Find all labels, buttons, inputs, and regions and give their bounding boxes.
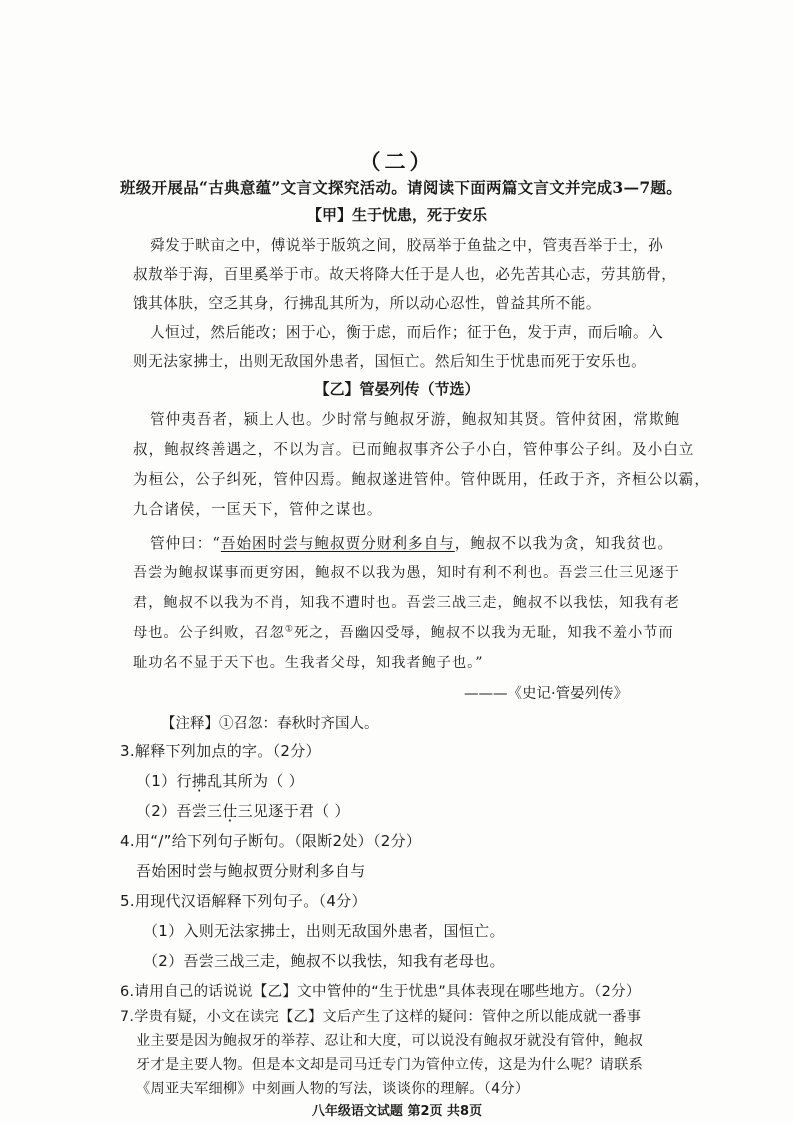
dotted-char: 拂 bbox=[191, 772, 208, 790]
question-4: 4.用“/”给下列句子断句。（限断2处）（2分） bbox=[120, 832, 422, 850]
yi-line-part: 死之，吾幽囚受辱，鲍叔不以我为无耻，知我不羞小节而 bbox=[293, 625, 674, 641]
question-3-item-1 bbox=[136, 770, 304, 791]
question-7-line: 业主要是因为鲍叔牙的举荐、忍让和大度，可以说没有鲍叔牙就没有管仲，鲍叔 bbox=[136, 1033, 644, 1049]
passage-yi-title: 【乙】管晏列传（节选） bbox=[314, 380, 480, 398]
q3-2-suffix: 三见逐于君（ ） bbox=[237, 802, 350, 820]
yi-line: 为桓公，公子纠死，管仲囚焉。鲍叔遂进管仲。管仲既用，任政于齐，齐桓公以霸， bbox=[133, 471, 710, 488]
dotted-char: 仕 bbox=[222, 802, 238, 820]
q3-2-prefix: （2）吾尝三 bbox=[136, 802, 223, 820]
question-4-sentence: 吾始困时尝与鲍叔贾分财利多自与 bbox=[136, 862, 366, 880]
source-citation: ———《史记·管晏列传》 bbox=[464, 686, 629, 702]
jia-line: 叔敖举于海，百里奚举于市。故天将降大任于是人也，必先苦其心志，劳其筋骨， bbox=[133, 266, 677, 283]
jia-line: 舜发于畎亩之中，傅说举于版筑之间，胶鬲举于鱼盐之中，管夷吾举于士，孙 bbox=[150, 237, 664, 254]
yi-line: 叔，鲍叔终善遇之，不以为言。已而鲍叔事齐公子小白，管仲事公子纠。及小白立 bbox=[133, 441, 695, 458]
page-footer: 八年级语文试题 第2页 共8页 bbox=[311, 1104, 483, 1119]
annotation-note: 【注释】①召忽：春秋时齐国人。 bbox=[161, 716, 379, 732]
jia-line: 则无法家拂士，出则无敌国外患者，国恒亡。然后知生于忧患而死于安乐也。 bbox=[133, 353, 647, 370]
note-marker: ① bbox=[284, 624, 294, 635]
question-7-line: 7.学贵有疑，小文在读完【乙】文后产生了这样的疑问：管仲之所以能成就一番事 bbox=[120, 1009, 642, 1025]
quote-suffix: ，鲍叔不以我为贪，知我贫也。 bbox=[454, 535, 674, 552]
question-5-item-2: （2）吾尝三战三走，鲍叔不以我怯，知我有老母也。 bbox=[143, 952, 505, 970]
yi-line: 管仲夷吾者，颍上人也。少时常与鲍叔牙游，鲍叔知其贤。管仲贫困，常欺鲍 bbox=[150, 411, 681, 428]
question-3-item-2 bbox=[136, 800, 350, 821]
intro-text: 班级开展品“古典意蕴”文言文探究活动。请阅读下面两篇文言文并完成3—7题。 bbox=[120, 178, 683, 197]
yi-quote-first-line bbox=[150, 532, 673, 553]
jia-line: 饿其体肤，空乏其身，行拂乱其所为，所以动心忍性，曾益其所不能。 bbox=[133, 295, 601, 312]
question-5: 5.用现代汉语解释下列句子。（4分） bbox=[120, 892, 367, 910]
quote-prefix: 管仲曰：“ bbox=[150, 535, 221, 552]
yi-line-part: 母也。公子纠败，召忽 bbox=[133, 625, 285, 641]
yi-line: 吾尝为鲍叔谋事而更穷困，鲍叔不以我为愚，知时有利不利也。吾尝三仕三见逐于 bbox=[133, 565, 680, 581]
question-5-item-1: （1）入则无法家拂士，出则无敌国外患者，国恒亡。 bbox=[143, 922, 505, 940]
underlined-sentence: 吾始困时尝与鲍叔贾分财利多自与 bbox=[220, 535, 455, 552]
yi-line: 耻功名不显于天下也。生我者父母，知我者鲍子也。” bbox=[133, 655, 484, 671]
question-7-line: 牙才是主要人物。但是本文却是司马迁专门为管仲立传，这是为什么呢？请联系 bbox=[136, 1057, 644, 1073]
question-6: 6.请用自己的话说说【乙】文中管仲的“生于忧患”具体表现在哪些地方。（2分） bbox=[120, 984, 641, 1000]
question-7-line: 《周亚夫军细柳》中刻画人物的写法，谈谈你的理解。（4分） bbox=[136, 1081, 530, 1097]
question-3: 3.解释下列加点的字。（2分） bbox=[120, 742, 321, 760]
passage-jia-title: 【甲】生于忧患，死于安乐 bbox=[306, 206, 487, 224]
yi-line: 君，鲍叔不以我为不肖，知我不遭时也。吾尝三战三走，鲍叔不以我怯，知我有老 bbox=[133, 595, 680, 611]
jia-line: 人恒过，然后能改；困于心，衡于虑，而后作；征于色，发于声，而后喻。入 bbox=[150, 324, 664, 341]
q3-1-prefix: （1）行 bbox=[136, 772, 192, 790]
yi-line: 九合诸侯，一匡天下，管仲之谋也。 bbox=[133, 501, 383, 518]
yi-line-with-note bbox=[133, 622, 674, 642]
q3-1-suffix: 乱其所为（ ） bbox=[207, 772, 304, 790]
section-title: （二） bbox=[359, 149, 435, 174]
